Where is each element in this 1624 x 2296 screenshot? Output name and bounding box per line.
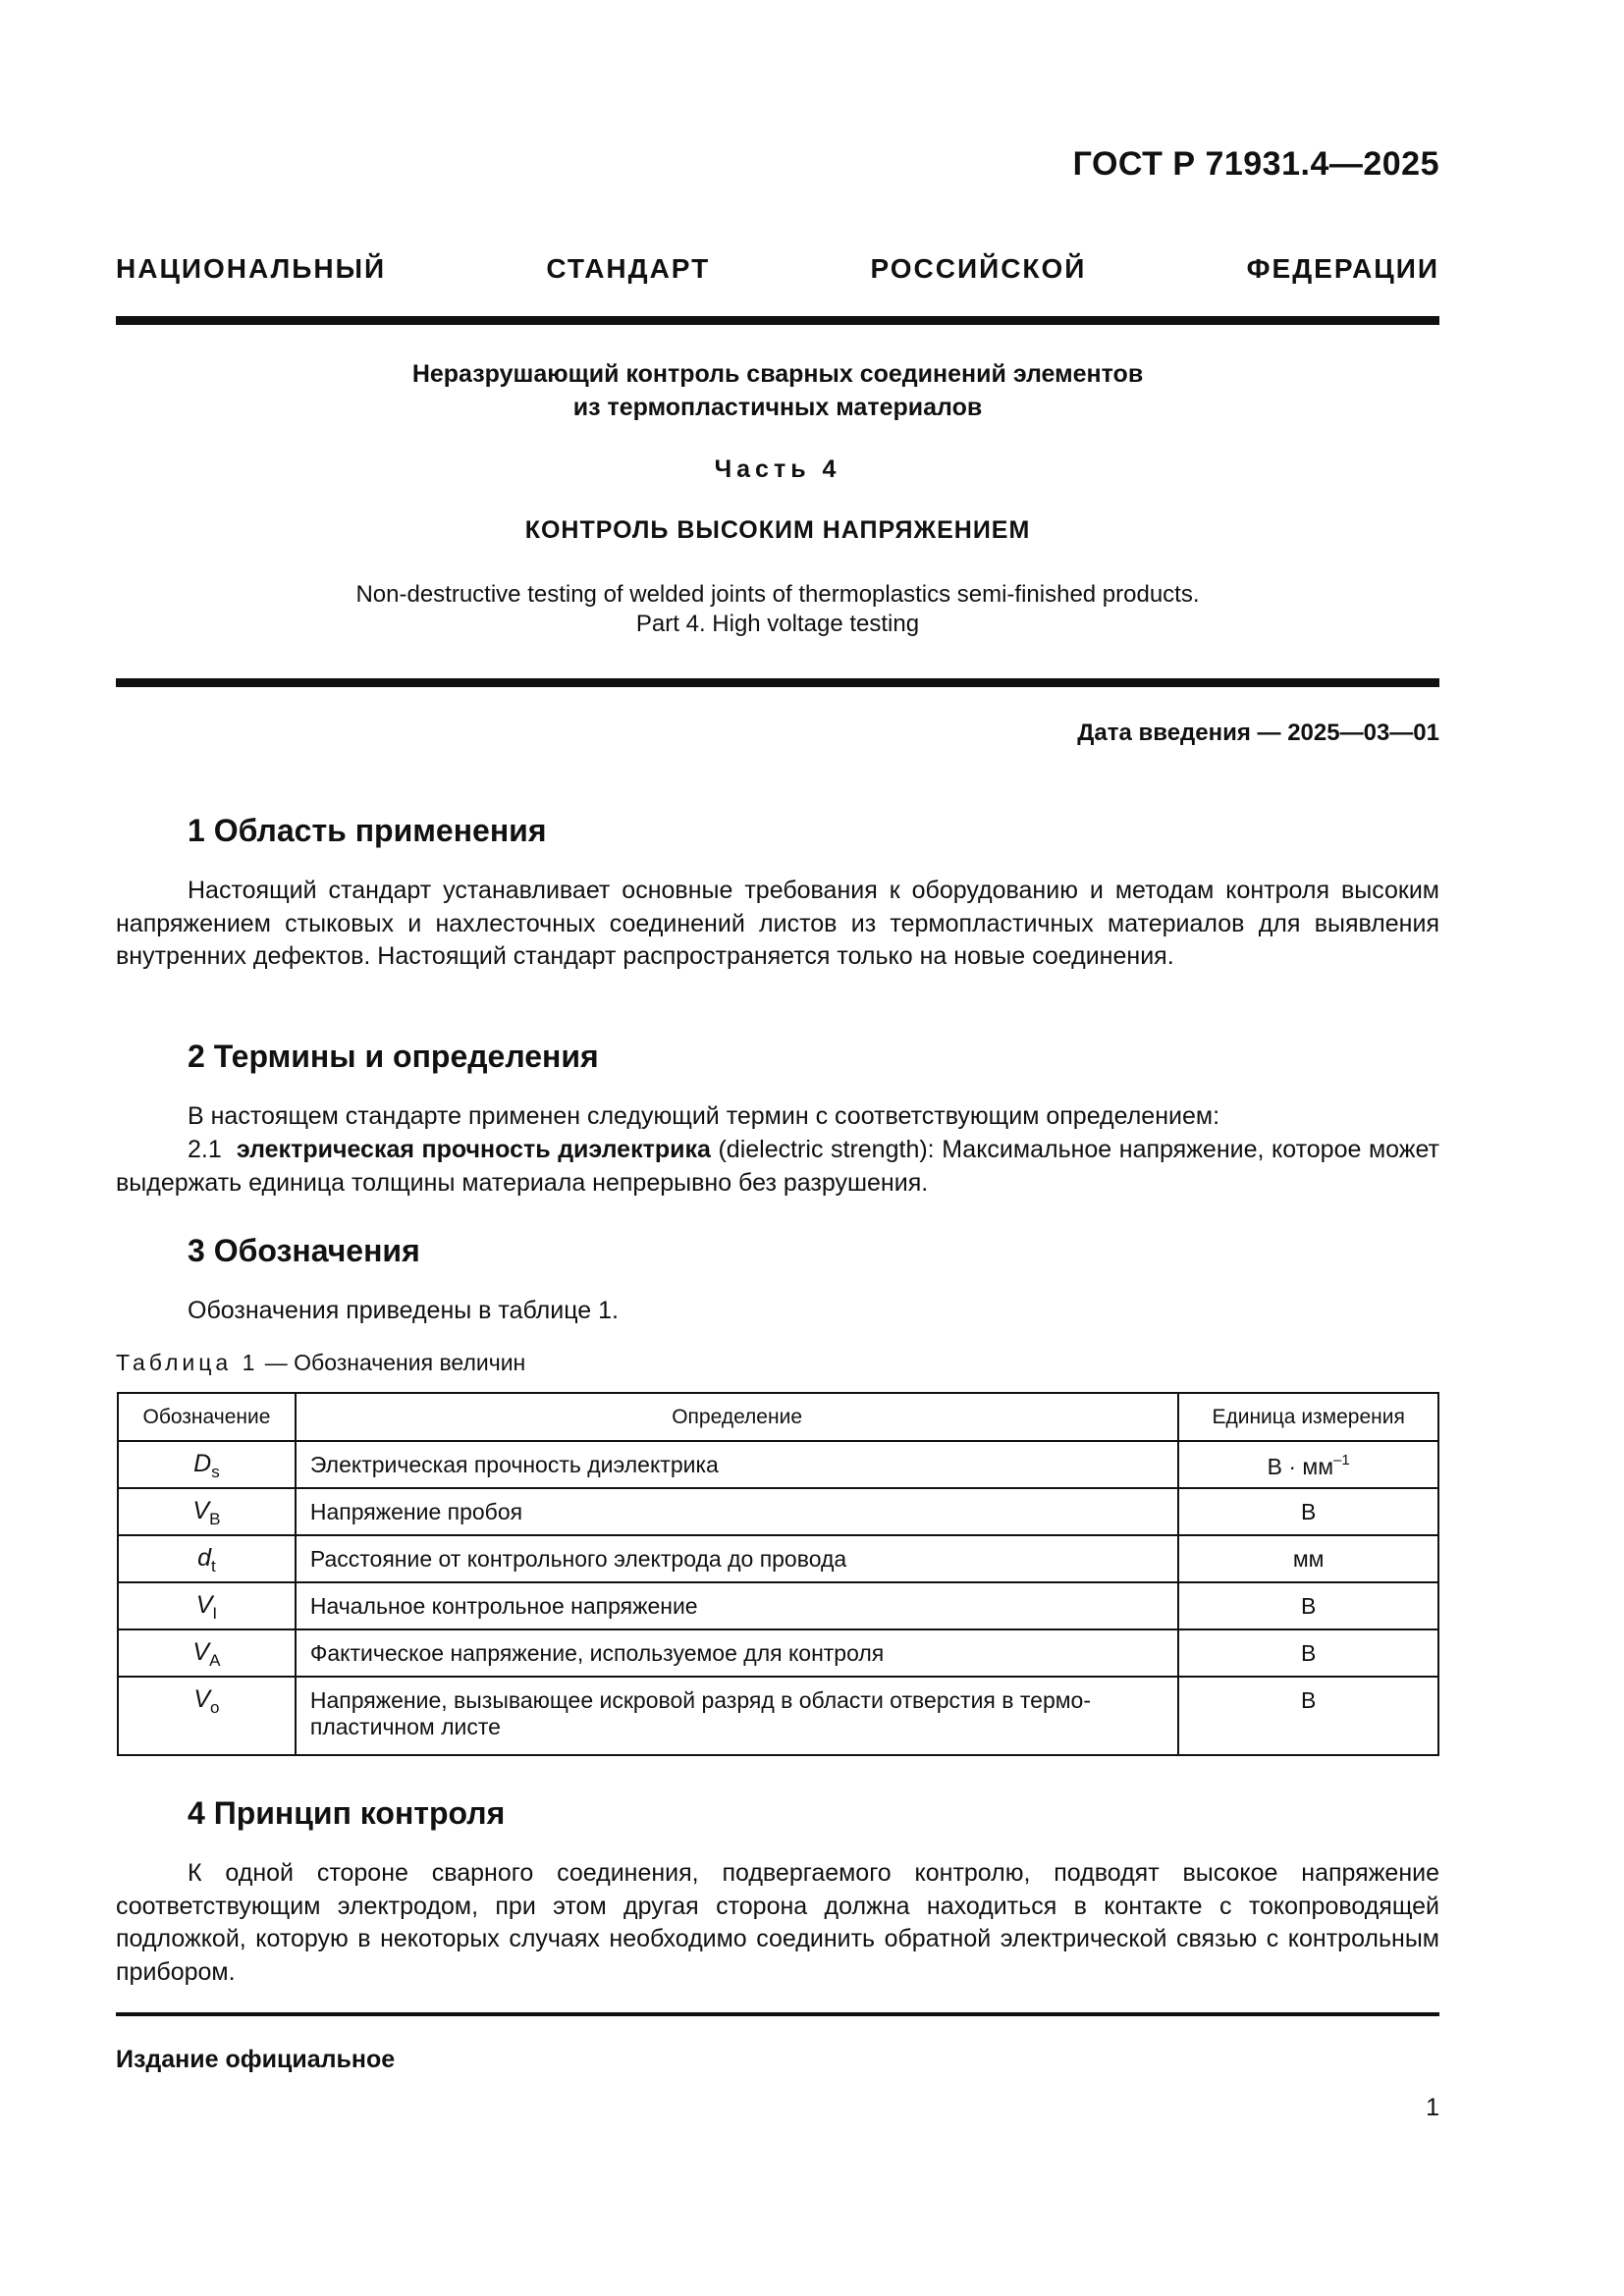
footer-divider — [116, 2012, 1439, 2016]
table-row — [118, 1677, 1438, 1755]
table-row — [118, 1488, 1438, 1535]
header-unit: Единица измерения — [1178, 1393, 1438, 1441]
section-3-heading: 3 Обозначения — [188, 1233, 420, 1268]
table-row — [118, 1582, 1438, 1629]
symbol-subscript: s — [211, 1463, 220, 1481]
section-4-text — [116, 1857, 1439, 1989]
table-caption-label: Таблица 1 — [116, 1350, 259, 1375]
symbols-table — [117, 1392, 1439, 1756]
document-subtitle: КОНТРОЛЬ ВЫСОКИМ НАПРЯЖЕНИЕМ — [524, 516, 1031, 544]
table-row — [118, 1629, 1438, 1677]
symbol-cell — [118, 1535, 296, 1582]
definition-cell: Напряжение, вызывающее искровой разряд в области отверстия в термопластичном листе — [296, 1677, 1178, 1755]
section-1-body: Настоящий стандарт устанавливает основные требования к оборудованию и методам контроля высоким напряжением стыковых и нахлесточных соединений листов из термопластичных материалов для выявления внутренних дефектов. Настоящий стандарт распространяется только на новые соединения. — [116, 877, 1439, 970]
introduction-date: Дата введения — 2025—03—01 — [1077, 720, 1439, 746]
definition-cell: Фактическое напряжение, используемое для контроля — [296, 1629, 1178, 1677]
table-header-row — [118, 1393, 1438, 1441]
definition-cell: Начальное контрольное напряжение — [296, 1582, 1178, 1629]
table-row — [118, 1535, 1438, 1582]
unit-cell — [1178, 1535, 1438, 1582]
section-2-intro — [116, 1100, 1439, 1134]
definition-cell: Напряжение пробоя — [296, 1488, 1178, 1535]
header-symbol: Обозначение — [118, 1393, 296, 1441]
symbol-subscript: I — [212, 1604, 218, 1623]
symbol-cell — [118, 1629, 296, 1677]
title-en-line-2: Part 4. High voltage testing — [635, 611, 920, 637]
title-divider — [116, 678, 1439, 687]
section-1-heading: 1 Область применения — [188, 813, 547, 848]
term-name: электрическая прочность диэлектрика — [236, 1136, 711, 1163]
table-caption-text: — Обозначения величин — [258, 1350, 526, 1375]
symbol-letter: V — [192, 1638, 210, 1666]
unit-cell — [1178, 1629, 1438, 1677]
document-title-en — [116, 580, 1439, 639]
section-4-heading: 4 Принцип контроля — [188, 1795, 506, 1831]
symbol-subscript: A — [209, 1651, 221, 1670]
document-number: ГОСТ Р 71931.4—2025 — [1072, 145, 1439, 183]
symbol-cell — [118, 1441, 296, 1488]
unit-cell — [1178, 1441, 1438, 1488]
definition-cell: Электрическая прочность диэлектрика — [296, 1441, 1178, 1488]
table-row — [118, 1441, 1438, 1488]
unit-cell — [1178, 1677, 1438, 1755]
unit-text: В — [1300, 1499, 1317, 1524]
symbol-letter: V — [195, 1591, 213, 1619]
table-caption — [116, 1350, 525, 1376]
symbol-subscript: o — [210, 1698, 220, 1717]
symbol-subscript: B — [209, 1510, 221, 1528]
unit-text: мм — [1292, 1546, 1325, 1572]
title-ru-line-2: из термопластичных материалов — [572, 394, 983, 421]
term-number: 2.1 — [188, 1136, 222, 1163]
section-4-body: К одной стороне сварного соединения, подвергаемого контролю, подводят высокое напряжение соответствующим электродом, при этом другая сторона должна находиться в контакте с токопроводящей подложкой, которую в некоторых случаях необходимо соединить обратной электрической связью с контрольным прибором. — [116, 1859, 1439, 1986]
section-1-text — [116, 875, 1439, 974]
part-label: Часть 4 — [714, 455, 841, 483]
term-english: (dielectric strength): — [718, 1136, 935, 1163]
title-en-line-1: Non-destructive testing of welded joints of thermoplastics semi-finished products. — [355, 581, 1200, 608]
unit-text: В — [1300, 1687, 1317, 1713]
unit-text: В — [1300, 1640, 1317, 1666]
term-definition-text: Максимальное напряжение, которое может выдержать единица толщины материала непрерывно без разрушения. — [116, 1136, 1440, 1197]
title-ru-line-1: Неразрушающий контроль сварных соединений элементов — [411, 360, 1144, 388]
unit-text: В · мм — [1267, 1454, 1334, 1479]
unit-cell — [1178, 1488, 1438, 1535]
page-number: 1 — [1426, 2094, 1439, 2121]
definition-cell: Расстояние от контрольного электрода до провода — [296, 1535, 1178, 1582]
unit-exponent: –1 — [1333, 1452, 1350, 1468]
symbol-subscript: t — [211, 1557, 216, 1575]
symbol-cell — [118, 1677, 296, 1755]
symbol-letter: V — [192, 1497, 210, 1524]
symbol-letter: V — [193, 1685, 211, 1713]
section-2-intro-text: В настоящем стандарте применен следующий термин с соответствующим определением: — [188, 1102, 1220, 1130]
section-3-text: Обозначения приведены в таблице 1. — [188, 1297, 619, 1324]
symbol-letter: d — [197, 1544, 212, 1572]
header-definition: Определение — [296, 1393, 1178, 1441]
official-edition-label: Издание официальное — [116, 2046, 396, 2073]
document-title-ru — [116, 357, 1439, 424]
unit-cell — [1178, 1582, 1438, 1629]
term-definition — [116, 1134, 1439, 1200]
symbol-cell — [118, 1488, 296, 1535]
top-divider — [116, 316, 1439, 325]
national-standard-banner: НАЦИОНАЛЬНЫЙ СТАНДАРТ РОССИЙСКОЙ ФЕДЕРАЦИИ — [116, 253, 1439, 284]
symbol-letter: D — [193, 1450, 212, 1477]
section-2-heading: 2 Термины и определения — [188, 1039, 599, 1074]
unit-text: В — [1300, 1593, 1317, 1619]
symbol-cell — [118, 1582, 296, 1629]
